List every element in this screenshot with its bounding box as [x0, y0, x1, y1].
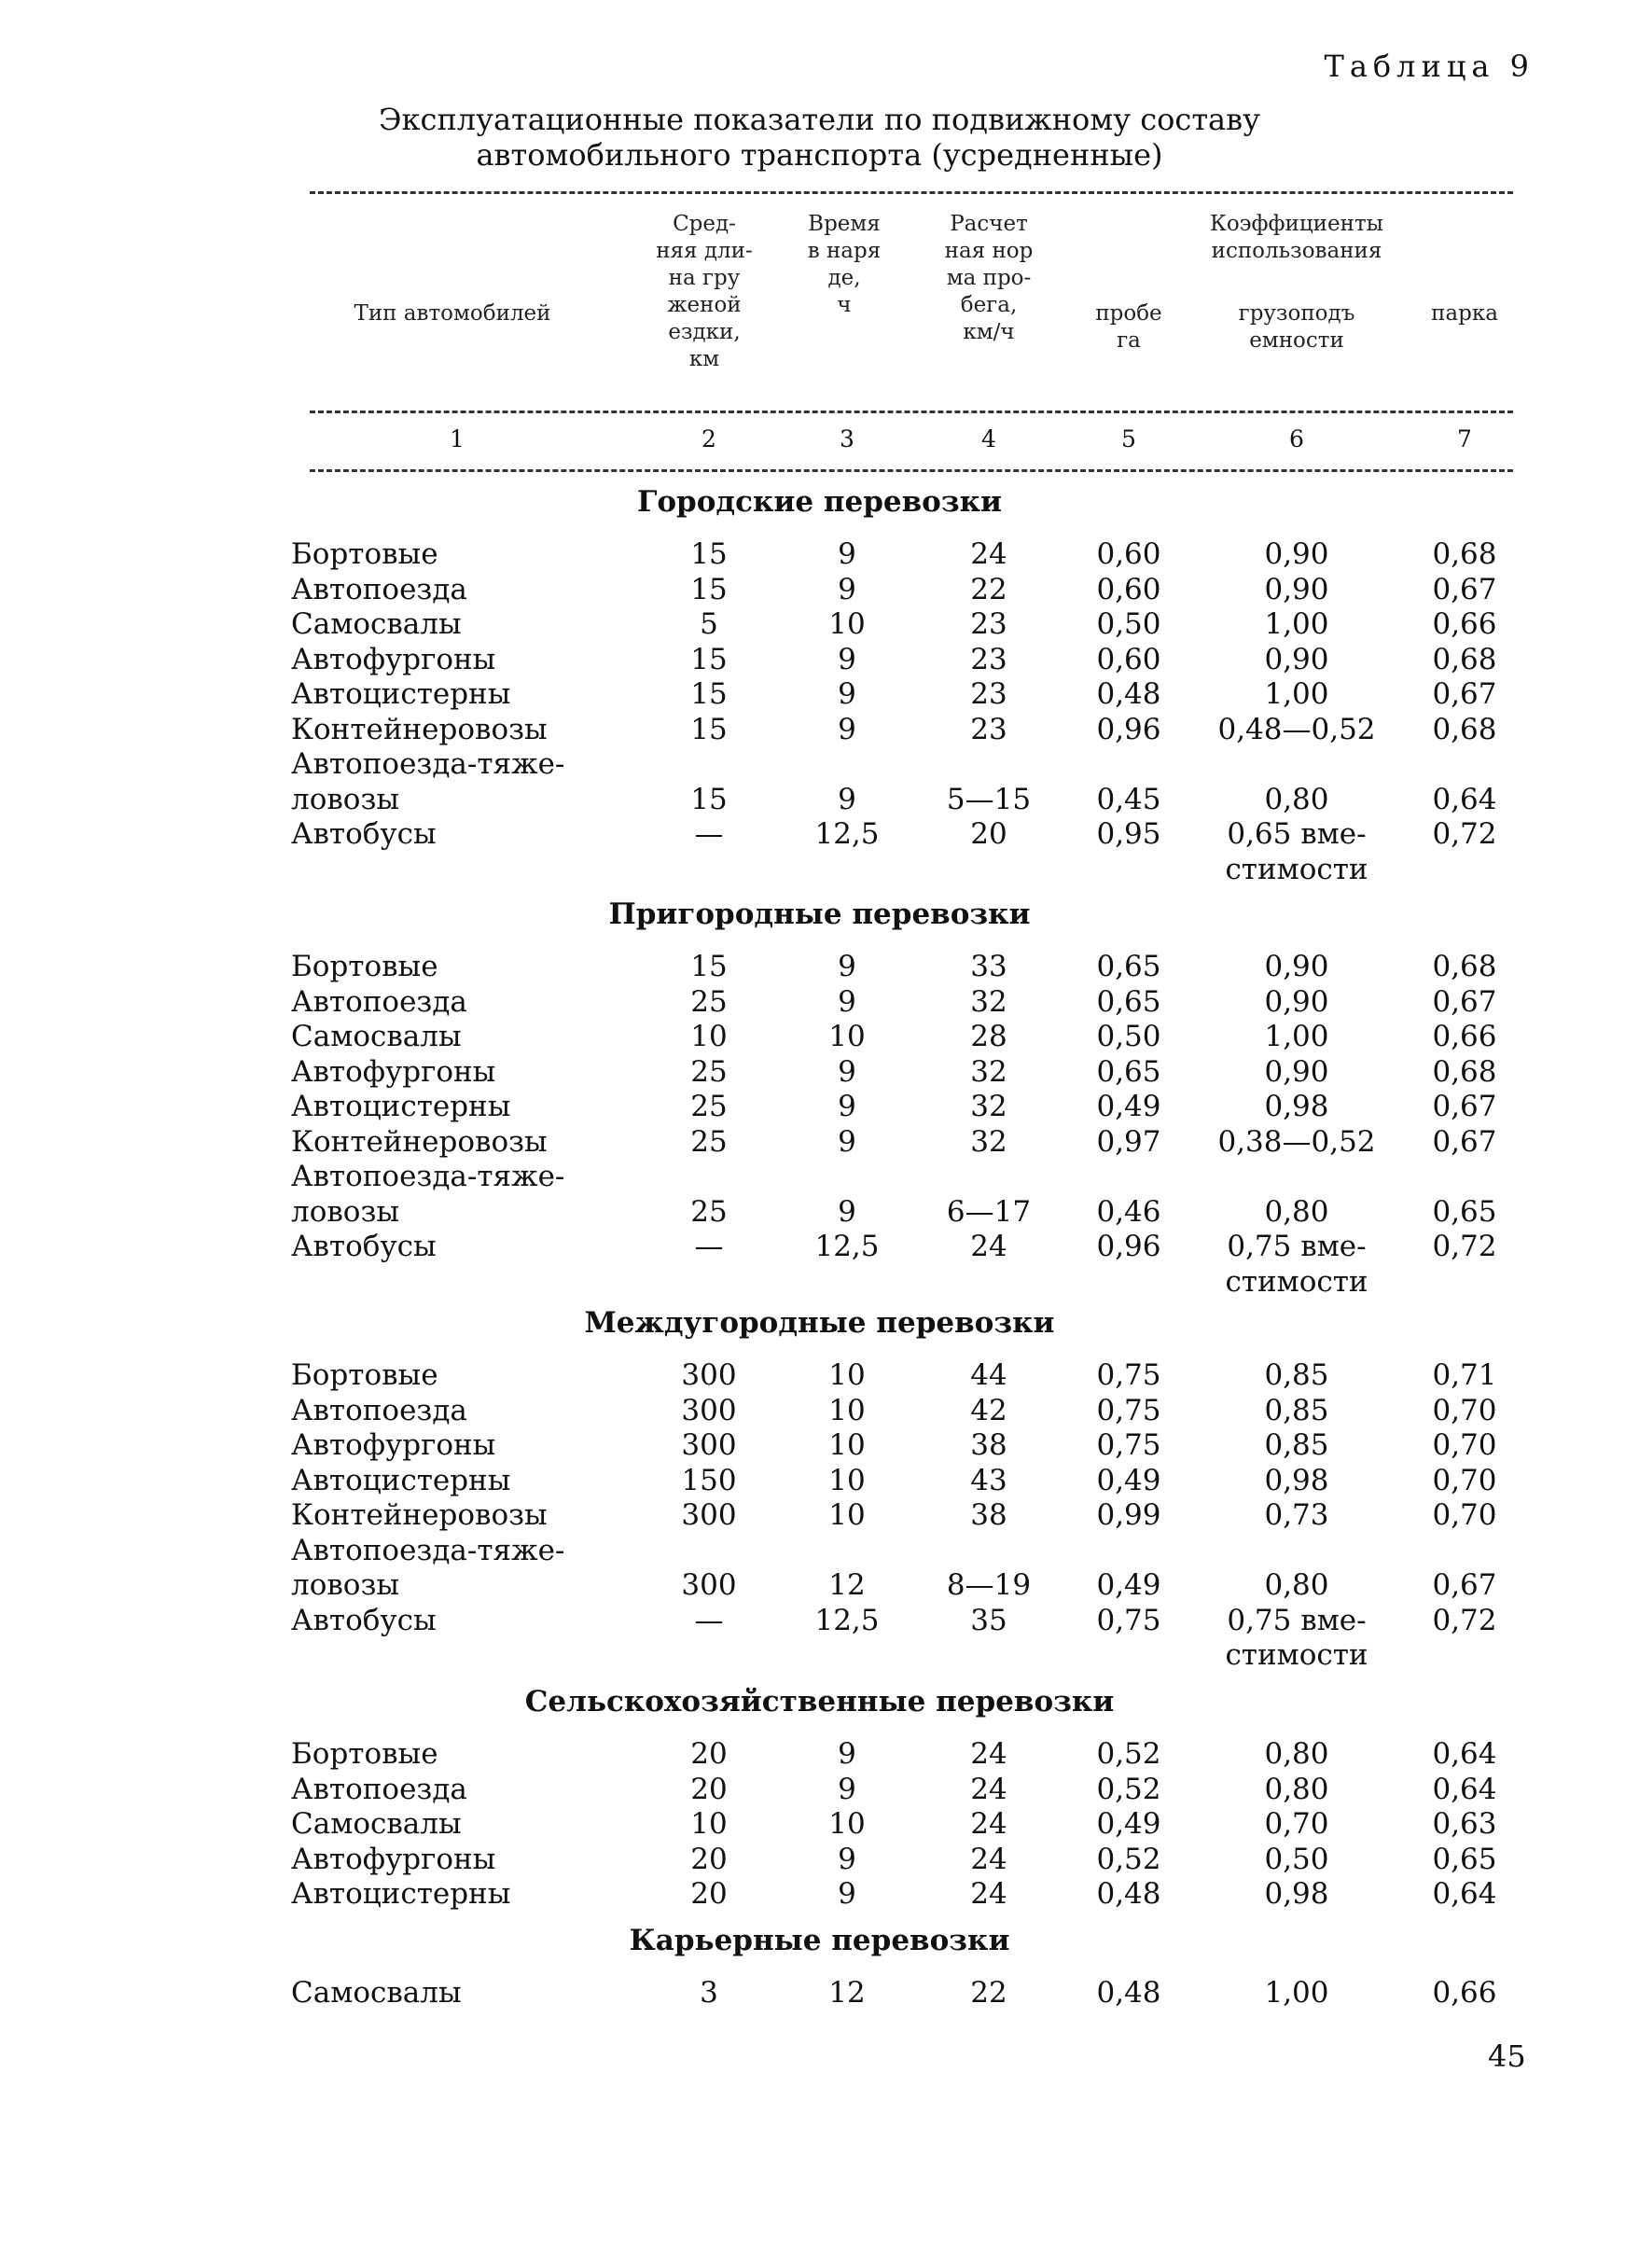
vehicle-type-cell: Автопоезда-тяже-: [291, 747, 565, 781]
value-cell: 15: [690, 677, 728, 711]
vehicle-type-cell: Бортовые: [291, 1737, 438, 1771]
value-cell: 8—19: [946, 1568, 1032, 1602]
value-cell: 300: [681, 1428, 737, 1462]
value-cell: 0,70: [1432, 1428, 1497, 1462]
value-cell: 0,49: [1096, 1568, 1161, 1602]
value-cell: 10: [828, 1393, 866, 1427]
value-cell: 0,85: [1264, 1428, 1329, 1462]
value-cell: 38: [970, 1428, 1007, 1462]
value-cell: 0,48—0,52: [1217, 712, 1376, 746]
value-cell: 10: [828, 1428, 866, 1462]
value-cell: 0,73: [1264, 1498, 1329, 1532]
vehicle-type-cell: Самосвалы: [291, 607, 462, 641]
value-cell: 33: [970, 950, 1007, 983]
value-cell: 9: [838, 572, 856, 606]
vehicle-type-cell: ловозы: [291, 1568, 400, 1602]
value-cell: 10: [828, 607, 866, 641]
value-cell: 23: [970, 712, 1007, 746]
value-cell: 0,64: [1432, 1877, 1497, 1911]
value-cell: 12: [828, 1976, 866, 2010]
vehicle-type-cell: ловозы: [291, 1194, 400, 1229]
value-cell: 9: [838, 1194, 856, 1229]
value-cell: 0,96: [1096, 1230, 1161, 1263]
value-cell: 1,00: [1264, 607, 1329, 641]
value-cell: 9: [838, 782, 856, 816]
value-cell: 0,80: [1264, 1194, 1329, 1229]
table-row: [0, 1604, 1639, 1639]
vehicle-type-cell: Автопоезда: [291, 572, 467, 606]
value-cell: 12,5: [814, 817, 880, 851]
value-cell: 0,64: [1432, 1772, 1497, 1806]
table-row: [0, 713, 1639, 748]
value-cell: —: [694, 1230, 724, 1263]
section-title: Пригородные перевозки: [608, 897, 1031, 931]
value-cell: 24: [970, 537, 1007, 571]
column-number-4: 4: [981, 425, 996, 452]
value-cell: 0,65 вме-: [1227, 817, 1367, 851]
value-cell: 0,49: [1096, 1463, 1161, 1497]
value-cell: 15: [690, 782, 728, 816]
value-cell: 15: [690, 537, 728, 571]
header-mileage: пробе га: [1095, 301, 1162, 353]
value-cell: 25: [690, 1090, 728, 1123]
column-number-1: 1: [450, 425, 465, 452]
value-cell: 0,98: [1264, 1877, 1329, 1911]
table-row: [0, 1534, 1639, 1569]
value-cell: —: [694, 1603, 724, 1637]
value-cell: 0,90: [1264, 537, 1329, 571]
value-cell: 38: [970, 1498, 1007, 1532]
table-row: [0, 853, 1639, 888]
value-cell: 0,67: [1432, 572, 1497, 606]
value-cell: 0,46: [1096, 1194, 1161, 1229]
value-cell: 9: [838, 1772, 856, 1806]
vehicle-type-cell: Автопоезда-тяже-: [291, 1533, 565, 1567]
header-type: Тип автомобилей: [354, 301, 551, 326]
value-cell: 9: [838, 1090, 856, 1123]
vehicle-type-cell: Бортовые: [291, 950, 438, 983]
value-cell: 300: [681, 1498, 737, 1532]
value-cell: 0,65: [1096, 950, 1161, 983]
table-row: [0, 1568, 1639, 1604]
table-row: [0, 817, 1639, 853]
vehicle-type-cell: Автофургоны: [291, 642, 496, 676]
table-row: [0, 950, 1639, 985]
value-cell: 0,67: [1432, 677, 1497, 711]
value-cell: 0,97: [1096, 1124, 1161, 1159]
value-cell: 0,85: [1264, 1393, 1329, 1427]
table-row: [0, 1055, 1639, 1091]
value-cell: 15: [690, 642, 728, 676]
section-title: Карьерные перевозки: [629, 1924, 1010, 1957]
value-cell: 0,52: [1096, 1772, 1161, 1806]
value-cell: 0,38—0,52: [1217, 1124, 1376, 1159]
value-cell: 0,71: [1432, 1358, 1497, 1392]
value-cell: 0,48: [1096, 677, 1161, 711]
vehicle-type-cell: Бортовые: [291, 1358, 438, 1392]
table-row: [0, 747, 1639, 783]
table-row: [0, 573, 1639, 608]
vehicle-type-cell: Автобусы: [291, 1230, 437, 1263]
value-cell: 0,75 вме-: [1227, 1230, 1367, 1263]
table-row: [0, 1877, 1639, 1913]
value-cell: 15: [690, 712, 728, 746]
value-cell: 20: [690, 1842, 728, 1876]
value-cell: 23: [970, 677, 1007, 711]
vehicle-type-cell: Самосвалы: [291, 1020, 462, 1053]
value-cell: 15: [690, 572, 728, 606]
value-cell: 20: [690, 1737, 728, 1771]
value-cell: 0,60: [1096, 572, 1161, 606]
value-cell: 1,00: [1264, 677, 1329, 711]
value-cell: 0,90: [1264, 1054, 1329, 1089]
table-row: [0, 1358, 1639, 1394]
header-bottom-rule: [310, 469, 1513, 472]
value-cell: 9: [838, 1877, 856, 1911]
value-cell: 0,50: [1264, 1842, 1329, 1876]
value-cell: 0,75: [1096, 1603, 1161, 1637]
value-cell: 25: [690, 1124, 728, 1159]
value-cell: 9: [838, 1842, 856, 1876]
value-cell: 5—15: [946, 782, 1032, 816]
column-number-7: 7: [1457, 425, 1472, 452]
value-cell: 43: [970, 1463, 1007, 1497]
column-number-6: 6: [1289, 425, 1304, 452]
value-cell: 9: [838, 1124, 856, 1159]
table-row: [0, 1090, 1639, 1125]
value-cell: 0,67: [1432, 984, 1497, 1019]
value-cell: 9: [838, 537, 856, 571]
value-cell: 0,96: [1096, 712, 1161, 746]
value-cell: 10: [828, 1463, 866, 1497]
table-row: [0, 537, 1639, 573]
value-cell: 32: [970, 1124, 1007, 1159]
value-cell: 24: [970, 1772, 1007, 1806]
value-cell: 5: [700, 607, 718, 641]
value-cell: 0,52: [1096, 1737, 1161, 1771]
section-title: Междугородные перевозки: [584, 1306, 1055, 1340]
table-row: [0, 1737, 1639, 1773]
table-row: [0, 1976, 1639, 2011]
value-cell: 0,66: [1432, 607, 1497, 641]
table-row: [0, 1020, 1639, 1055]
value-cell: 0,45: [1096, 782, 1161, 816]
value-cell: 9: [838, 642, 856, 676]
table-row: [0, 1843, 1639, 1878]
value-cell: 0,66: [1432, 1976, 1497, 2010]
vehicle-type-cell: Автоцистерны: [291, 1090, 511, 1123]
value-cell: 9: [838, 1737, 856, 1771]
value-cell: 0,90: [1264, 950, 1329, 983]
value-cell: 28: [970, 1020, 1007, 1053]
value-cell: 0,90: [1264, 572, 1329, 606]
vehicle-type-cell: Автопоезда: [291, 984, 467, 1019]
value-cell: —: [694, 817, 724, 851]
table-title-line-2: автомобильного транспорта (усредненные): [476, 137, 1163, 173]
value-cell: 24: [970, 1877, 1007, 1911]
table-row: [0, 1807, 1639, 1843]
value-cell: 10: [828, 1358, 866, 1392]
value-cell: 3: [700, 1976, 718, 2010]
value-cell: 20: [970, 817, 1007, 851]
header-time: Время в наря де, ч: [807, 212, 882, 317]
value-cell: 42: [970, 1393, 1007, 1427]
vehicle-type-cell: Самосвалы: [291, 1807, 462, 1841]
value-cell: стимости: [1225, 1638, 1368, 1672]
value-cell: 25: [690, 1054, 728, 1089]
vehicle-type-cell: Автопоезда: [291, 1393, 467, 1427]
section-title: Городские перевозки: [636, 485, 1003, 519]
vehicle-type-cell: Автобусы: [291, 817, 437, 851]
vehicle-type-cell: Автофургоны: [291, 1428, 496, 1462]
value-cell: 0,65: [1096, 984, 1161, 1019]
table-row: [0, 1498, 1639, 1534]
value-cell: 20: [690, 1772, 728, 1806]
value-cell: 9: [838, 1054, 856, 1089]
vehicle-type-cell: Самосвалы: [291, 1976, 462, 2010]
value-cell: стимости: [1225, 852, 1368, 886]
value-cell: 300: [681, 1358, 737, 1392]
value-cell: 0,68: [1432, 537, 1497, 571]
value-cell: 0,80: [1264, 782, 1329, 816]
value-cell: 0,75: [1096, 1428, 1161, 1462]
vehicle-type-cell: Бортовые: [291, 537, 438, 571]
table-title-line-1: Эксплуатационные показатели по подвижному составу: [379, 102, 1260, 137]
table-row: [0, 985, 1639, 1021]
value-cell: 0,80: [1264, 1772, 1329, 1806]
header-middle-rule: [310, 410, 1513, 413]
header-avg-length: Сред- няя дли- на гру женой ездки, км: [656, 212, 753, 371]
table-label: Таблица 9: [1324, 49, 1535, 84]
value-cell: 300: [681, 1393, 737, 1427]
value-cell: 10: [828, 1020, 866, 1053]
value-cell: 44: [970, 1358, 1007, 1392]
column-number-2: 2: [701, 425, 716, 452]
value-cell: 0,75: [1096, 1393, 1161, 1427]
value-cell: 0,65: [1096, 1054, 1161, 1089]
value-cell: 0,99: [1096, 1498, 1161, 1532]
table-row: [0, 643, 1639, 678]
value-cell: 0,90: [1264, 642, 1329, 676]
value-cell: стимости: [1225, 1264, 1368, 1299]
header-speed: Расчет ная нор ма про- бега, км/ч: [944, 212, 1034, 344]
table-row: [0, 783, 1639, 818]
section-title: Сельскохозяйственные перевозки: [524, 1685, 1115, 1718]
value-cell: 0,80: [1264, 1568, 1329, 1602]
value-cell: 32: [970, 984, 1007, 1019]
value-cell: 10: [690, 1020, 728, 1053]
value-cell: 0,72: [1432, 817, 1497, 851]
value-cell: 12: [828, 1568, 866, 1602]
value-cell: 0,48: [1096, 1976, 1161, 2010]
value-cell: 0,67: [1432, 1124, 1497, 1159]
table-row: [0, 1265, 1639, 1301]
value-cell: 0,68: [1432, 950, 1497, 983]
value-cell: 150: [681, 1463, 737, 1497]
table-row: [0, 1394, 1639, 1429]
value-cell: 23: [970, 642, 1007, 676]
header-coef-group: Коэффициенты использования: [1210, 212, 1383, 263]
value-cell: 0,67: [1432, 1090, 1497, 1123]
column-number-5: 5: [1121, 425, 1136, 452]
value-cell: 20: [690, 1877, 728, 1911]
value-cell: 0,63: [1432, 1807, 1497, 1841]
value-cell: 0,90: [1264, 984, 1329, 1019]
table-row: [0, 1428, 1639, 1464]
table-row: [0, 1125, 1639, 1161]
value-cell: 0,70: [1264, 1807, 1329, 1841]
page-number: 45: [1488, 2038, 1526, 2074]
value-cell: 0,85: [1264, 1358, 1329, 1392]
value-cell: 0,68: [1432, 642, 1497, 676]
table-row: [0, 1464, 1639, 1499]
value-cell: 10: [828, 1807, 866, 1841]
value-cell: 10: [690, 1807, 728, 1841]
value-cell: 22: [970, 1976, 1007, 2010]
value-cell: 0,49: [1096, 1090, 1161, 1123]
value-cell: 0,95: [1096, 817, 1161, 851]
vehicle-type-cell: Контейнеровозы: [291, 1124, 548, 1159]
header-park: парка: [1431, 301, 1498, 326]
vehicle-type-cell: ловозы: [291, 782, 400, 816]
value-cell: 1,00: [1264, 1976, 1329, 2010]
value-cell: 0,75: [1096, 1358, 1161, 1392]
value-cell: 0,98: [1264, 1463, 1329, 1497]
value-cell: 0,70: [1432, 1498, 1497, 1532]
value-cell: 0,67: [1432, 1568, 1497, 1602]
vehicle-type-cell: Автоцистерны: [291, 1463, 511, 1497]
vehicle-type-cell: Контейнеровозы: [291, 712, 548, 746]
value-cell: 12,5: [814, 1230, 880, 1263]
value-cell: 35: [970, 1603, 1007, 1637]
header-capacity: грузоподъ емности: [1238, 301, 1355, 353]
value-cell: 10: [828, 1498, 866, 1532]
value-cell: 0,65: [1432, 1194, 1497, 1229]
value-cell: 15: [690, 950, 728, 983]
value-cell: 0,68: [1432, 1054, 1497, 1089]
vehicle-type-cell: Автофургоны: [291, 1842, 496, 1876]
header-top-rule: [310, 191, 1513, 194]
value-cell: 6—17: [946, 1194, 1032, 1229]
value-cell: 0,50: [1096, 1020, 1161, 1053]
table-row: [0, 1160, 1639, 1195]
vehicle-type-cell: Автопоезда-тяже-: [291, 1160, 565, 1193]
value-cell: 24: [970, 1807, 1007, 1841]
value-cell: 0,80: [1264, 1737, 1329, 1771]
value-cell: 24: [970, 1230, 1007, 1263]
vehicle-type-cell: Автоцистерны: [291, 677, 511, 711]
value-cell: 0,66: [1432, 1020, 1497, 1053]
value-cell: 0,68: [1432, 712, 1497, 746]
table-row: [0, 607, 1639, 643]
value-cell: 9: [838, 950, 856, 983]
value-cell: 0,72: [1432, 1230, 1497, 1263]
value-cell: 25: [690, 984, 728, 1019]
value-cell: 25: [690, 1194, 728, 1229]
value-cell: 0,98: [1264, 1090, 1329, 1123]
vehicle-type-cell: Автопоезда: [291, 1772, 467, 1806]
table-row: [0, 1230, 1639, 1265]
value-cell: 24: [970, 1842, 1007, 1876]
value-cell: 32: [970, 1054, 1007, 1089]
value-cell: 0,50: [1096, 607, 1161, 641]
value-cell: 0,49: [1096, 1807, 1161, 1841]
value-cell: 1,00: [1264, 1020, 1329, 1053]
value-cell: 0,60: [1096, 642, 1161, 676]
value-cell: 300: [681, 1568, 737, 1602]
vehicle-type-cell: Автофургоны: [291, 1054, 496, 1089]
value-cell: 0,65: [1432, 1842, 1497, 1876]
value-cell: 32: [970, 1090, 1007, 1123]
value-cell: 0,70: [1432, 1463, 1497, 1497]
value-cell: 9: [838, 712, 856, 746]
value-cell: 0,64: [1432, 1737, 1497, 1771]
vehicle-type-cell: Контейнеровозы: [291, 1498, 548, 1532]
column-number-3: 3: [840, 425, 854, 452]
vehicle-type-cell: Автобусы: [291, 1603, 437, 1637]
table-row: [0, 677, 1639, 713]
value-cell: 24: [970, 1737, 1007, 1771]
value-cell: 9: [838, 677, 856, 711]
value-cell: 22: [970, 572, 1007, 606]
table-row: [0, 1195, 1639, 1231]
value-cell: 9: [838, 984, 856, 1019]
value-cell: 0,70: [1432, 1393, 1497, 1427]
value-cell: 0,60: [1096, 537, 1161, 571]
value-cell: 0,64: [1432, 782, 1497, 816]
value-cell: 23: [970, 607, 1007, 641]
vehicle-type-cell: Автоцистерны: [291, 1877, 511, 1911]
table-row: [0, 1638, 1639, 1674]
value-cell: 0,72: [1432, 1603, 1497, 1637]
value-cell: 0,75 вме-: [1227, 1603, 1367, 1637]
value-cell: 0,48: [1096, 1877, 1161, 1911]
value-cell: 12,5: [814, 1603, 880, 1637]
table-row: [0, 1773, 1639, 1808]
value-cell: 0,52: [1096, 1842, 1161, 1876]
